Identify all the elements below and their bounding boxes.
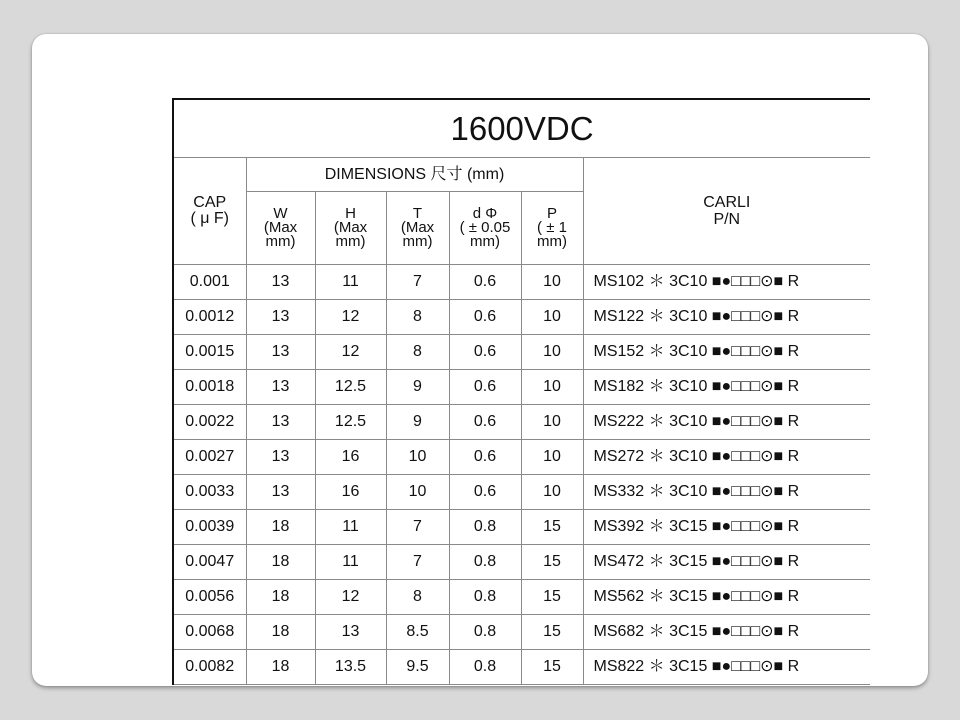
cap-cell: 0.0047	[173, 545, 246, 580]
cap-cell: 0.001	[173, 265, 246, 300]
d-cell: 0.6	[449, 475, 521, 510]
table-row	[173, 265, 870, 300]
part-number-cell: MS272 ＊ 3C10 ■●□□□⊙■ R	[583, 440, 870, 475]
h-cell: 16	[315, 440, 386, 475]
w-cell: 13	[246, 370, 315, 405]
cap-cell: 0.0012	[173, 300, 246, 335]
w-cell: 13	[246, 475, 315, 510]
cap-cell: 0.0015	[173, 335, 246, 370]
cap-cell: 0.0033	[173, 475, 246, 510]
w-cell: 18	[246, 545, 315, 580]
p-cell: 15	[521, 510, 583, 545]
w-cell: 13	[246, 300, 315, 335]
table-row	[173, 370, 870, 405]
w-cell: 18	[246, 650, 315, 685]
t-cell: 8	[386, 300, 449, 335]
table-row	[173, 475, 870, 510]
p-cell: 10	[521, 405, 583, 440]
part-number-cell: MS332 ＊ 3C10 ■●□□□⊙■ R	[583, 475, 870, 510]
table-row	[173, 335, 870, 370]
table-row	[173, 650, 870, 685]
carli-pn-header	[583, 158, 870, 265]
cap-header-label: CAP	[193, 194, 227, 211]
h-header: H (Max mm)	[315, 192, 386, 265]
spec-table	[172, 98, 870, 685]
t-cell: 8	[386, 580, 449, 615]
d-cell: 0.6	[449, 300, 521, 335]
w-cell: 18	[246, 615, 315, 650]
table-row	[173, 300, 870, 335]
cap-cell: 0.0039	[173, 510, 246, 545]
part-number-cell: MS122 ＊ 3C10 ■●□□□⊙■ R	[583, 300, 870, 335]
p-cell: 10	[521, 335, 583, 370]
d-cell: 0.6	[449, 370, 521, 405]
part-number-cell: MS562 ＊ 3C15 ■●□□□⊙■ R	[583, 580, 870, 615]
pn-header-label: P/N	[713, 211, 741, 228]
part-number-cell: MS222 ＊ 3C10 ■●□□□⊙■ R	[583, 405, 870, 440]
d-cell: 0.8	[449, 510, 521, 545]
h-cell: 16	[315, 475, 386, 510]
t-header: T (Max mm)	[386, 192, 449, 265]
d-cell: 0.8	[449, 615, 521, 650]
dimensions-header: DIMENSIONS 尺寸 (mm)	[246, 158, 583, 192]
h-cell: 13	[315, 615, 386, 650]
part-number-cell: MS152 ＊ 3C10 ■●□□□⊙■ R	[583, 335, 870, 370]
p-cell: 15	[521, 545, 583, 580]
p-cell: 15	[521, 615, 583, 650]
table-row	[173, 545, 870, 580]
t-cell: 7	[386, 510, 449, 545]
table-row	[173, 580, 870, 615]
p-cell: 10	[521, 370, 583, 405]
spec-sheet	[172, 98, 870, 694]
cap-header-unit: ( μ F)	[190, 210, 230, 227]
h-cell: 11	[315, 265, 386, 300]
p-cell: 10	[521, 300, 583, 335]
t-cell: 7	[386, 545, 449, 580]
spec-rows	[173, 265, 870, 685]
table-row	[173, 440, 870, 475]
t-cell: 7	[386, 265, 449, 300]
p-cell: 10	[521, 440, 583, 475]
p-cell: 15	[521, 580, 583, 615]
h-cell: 13.5	[315, 650, 386, 685]
d-cell: 0.6	[449, 265, 521, 300]
cap-header	[173, 158, 246, 265]
t-cell: 9	[386, 405, 449, 440]
t-cell: 9	[386, 370, 449, 405]
table-row	[173, 510, 870, 545]
t-cell: 9.5	[386, 650, 449, 685]
h-cell: 12	[315, 300, 386, 335]
t-cell: 10	[386, 440, 449, 475]
w-cell: 13	[246, 265, 315, 300]
part-number-cell: MS102 ＊ 3C10 ■●□□□⊙■ R	[583, 265, 870, 300]
part-number-cell: MS682 ＊ 3C15 ■●□□□⊙■ R	[583, 615, 870, 650]
w-header: W (Max mm)	[246, 192, 315, 265]
part-number-cell: MS182 ＊ 3C10 ■●□□□⊙■ R	[583, 370, 870, 405]
w-cell: 13	[246, 405, 315, 440]
cap-cell: 0.0068	[173, 615, 246, 650]
d-cell: 0.6	[449, 335, 521, 370]
d-cell: 0.6	[449, 440, 521, 475]
cap-cell: 0.0056	[173, 580, 246, 615]
cap-cell: 0.0082	[173, 650, 246, 685]
w-cell: 13	[246, 440, 315, 475]
p-header: P ( ± 1 mm)	[521, 192, 583, 265]
h-cell: 12.5	[315, 405, 386, 440]
h-cell: 12	[315, 580, 386, 615]
t-cell: 8	[386, 335, 449, 370]
d-cell: 0.8	[449, 580, 521, 615]
t-cell: 10	[386, 475, 449, 510]
p-cell: 15	[521, 650, 583, 685]
w-cell: 13	[246, 335, 315, 370]
part-number-cell: MS822 ＊ 3C15 ■●□□□⊙■ R	[583, 650, 870, 685]
cap-cell: 0.0022	[173, 405, 246, 440]
carli-header-label: CARLI	[703, 194, 751, 211]
h-cell: 12.5	[315, 370, 386, 405]
h-cell: 11	[315, 545, 386, 580]
t-cell: 8.5	[386, 615, 449, 650]
part-number-cell: MS392 ＊ 3C15 ■●□□□⊙■ R	[583, 510, 870, 545]
d-cell: 0.8	[449, 650, 521, 685]
d-header: d Φ ( ± 0.05 mm)	[449, 192, 521, 265]
table-row	[173, 615, 870, 650]
p-cell: 10	[521, 475, 583, 510]
slide-card	[32, 34, 928, 686]
w-cell: 18	[246, 580, 315, 615]
part-number-cell: MS472 ＊ 3C15 ■●□□□⊙■ R	[583, 545, 870, 580]
h-cell: 11	[315, 510, 386, 545]
h-cell: 12	[315, 335, 386, 370]
table-row	[173, 405, 870, 440]
w-cell: 18	[246, 510, 315, 545]
cap-cell: 0.0018	[173, 370, 246, 405]
cap-cell: 0.0027	[173, 440, 246, 475]
voltage-title: 1600VDC	[173, 99, 870, 158]
d-cell: 0.8	[449, 545, 521, 580]
d-cell: 0.6	[449, 405, 521, 440]
p-cell: 10	[521, 265, 583, 300]
